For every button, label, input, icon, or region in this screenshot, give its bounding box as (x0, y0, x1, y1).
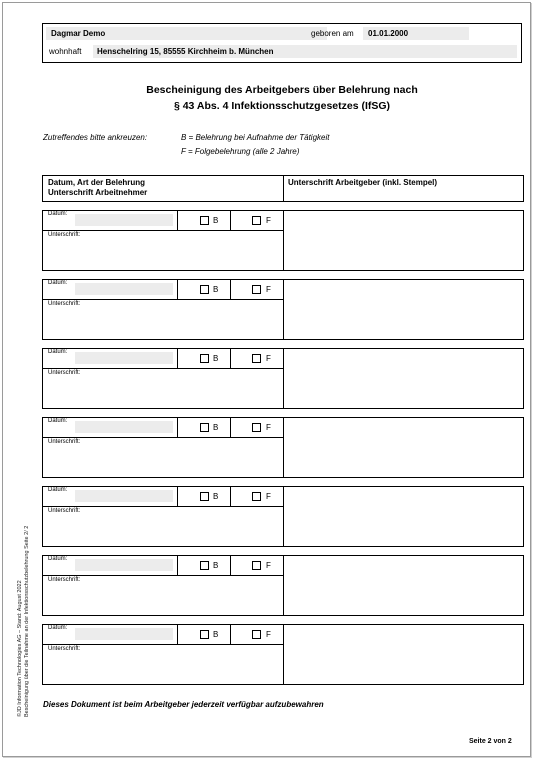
employer-signature-area[interactable] (284, 211, 523, 270)
entry-block (42, 486, 524, 547)
employer-signature-area[interactable] (284, 625, 523, 684)
instructions-label: Zutreffendes bitte ankreuzen: (43, 133, 148, 142)
entry-block (42, 555, 524, 616)
checkbox-b-label: B (213, 630, 219, 639)
checkbox-b[interactable] (200, 423, 209, 432)
date-field[interactable] (75, 490, 173, 502)
entry-block (42, 417, 524, 478)
date-label: Datum: (48, 418, 68, 424)
checkbox-b-label: B (213, 216, 219, 225)
employee-signature-area[interactable] (43, 576, 283, 615)
checkbox-b[interactable] (200, 216, 209, 225)
date-field[interactable] (75, 421, 173, 433)
entry-cell-divider (177, 211, 178, 230)
signature-label: Unterschrift: (48, 646, 81, 652)
checkbox-f-label: F (266, 561, 271, 570)
birthdate-value: 01.01.2000 (368, 29, 409, 38)
col1-header-line2: Unterschrift Arbeitnehmer (48, 188, 148, 197)
checkbox-b-label: B (213, 423, 219, 432)
checkbox-f[interactable] (252, 561, 261, 570)
date-field[interactable] (75, 283, 173, 295)
col1-header-line1: Datum, Art der Belehrung (48, 178, 146, 187)
side-imprint (17, 526, 31, 717)
signature-label: Unterschrift: (48, 232, 81, 238)
employer-signature-area[interactable] (284, 349, 523, 408)
employee-signature-area[interactable] (43, 300, 283, 339)
employer-signature-area[interactable] (284, 418, 523, 477)
entry-block (42, 348, 524, 409)
employer-signature-area[interactable] (284, 487, 523, 546)
checkbox-f-label: F (266, 216, 271, 225)
entry-block (42, 279, 524, 340)
document-title-line1: Bescheinigung des Arbeitgebers über Belehrung nach (146, 84, 418, 96)
checkbox-f-label: F (266, 492, 271, 501)
checkbox-f[interactable] (252, 285, 261, 294)
table-header (42, 175, 524, 202)
page-number: Seite 2 von 2 (469, 738, 512, 745)
entry-cell-divider (230, 625, 231, 644)
entry-cell-divider (230, 211, 231, 230)
employer-signature-area[interactable] (284, 556, 523, 615)
address-value: Henschelring 15, 85555 Kirchheim b. München (97, 47, 274, 56)
date-label: Datum: (48, 625, 68, 631)
employer-signature-area[interactable] (284, 280, 523, 339)
entry-cell-divider (177, 625, 178, 644)
signature-label: Unterschrift: (48, 508, 81, 514)
signature-label: Unterschrift: (48, 370, 81, 376)
checkbox-f-label: F (266, 354, 271, 363)
checkbox-b[interactable] (200, 561, 209, 570)
entry-cell-divider (177, 280, 178, 299)
address-label: wohnhaft (49, 47, 82, 56)
col2-header: Unterschrift Arbeitgeber (inkl. Stempel) (288, 178, 438, 187)
checkbox-b-label: B (213, 492, 219, 501)
employee-signature-area[interactable] (43, 231, 283, 270)
option-f-legend: F = Folgebelehrung (alle 2 Jahre) (181, 147, 300, 156)
date-label: Datum: (48, 556, 68, 562)
entry-block (42, 624, 524, 685)
checkbox-b-label: B (213, 561, 219, 570)
date-field[interactable] (75, 352, 173, 364)
date-field[interactable] (75, 628, 173, 640)
checkbox-b[interactable] (200, 630, 209, 639)
checkbox-f-label: F (266, 630, 271, 639)
entry-cell-divider (177, 487, 178, 506)
entry-cell-divider (177, 556, 178, 575)
checkbox-f-label: F (266, 423, 271, 432)
side-imprint-line1: ©JD Information Technologies AG – Stand: August 2022 (17, 580, 23, 717)
entry-cell-divider (230, 556, 231, 575)
checkbox-b[interactable] (200, 285, 209, 294)
date-label: Datum: (48, 349, 68, 355)
table-header-divider (283, 176, 284, 201)
signature-label: Unterschrift: (48, 301, 81, 307)
storage-note: Dieses Dokument ist beim Arbeitgeber jederzeit verfügbar aufzubewahren (43, 700, 324, 709)
born-label: geboren am (311, 29, 354, 38)
date-field[interactable] (75, 214, 173, 226)
checkbox-b[interactable] (200, 354, 209, 363)
checkbox-b-label: B (213, 354, 219, 363)
checkbox-f[interactable] (252, 216, 261, 225)
checkbox-b-label: B (213, 285, 219, 294)
header-row-address (43, 43, 521, 62)
document-title-line2: § 43 Abs. 4 Infektionsschutzgesetzes (IfSG) (173, 100, 391, 112)
side-imprint-line2: Bescheinigung über die Teilnahme an der Infektionsschutzbelehrung Seite 2/ 2 (24, 525, 30, 717)
checkbox-f[interactable] (252, 492, 261, 501)
checkbox-f[interactable] (252, 354, 261, 363)
employee-signature-area[interactable] (43, 507, 283, 546)
entry-cell-divider (230, 280, 231, 299)
employee-header (42, 23, 522, 63)
signature-label: Unterschrift: (48, 577, 81, 583)
date-label: Datum: (48, 280, 68, 286)
employee-name: Dagmar Demo (51, 29, 106, 38)
document-page (2, 2, 531, 757)
entry-cell-divider (230, 487, 231, 506)
entry-cell-divider (177, 349, 178, 368)
checkbox-f[interactable] (252, 423, 261, 432)
employee-signature-area[interactable] (43, 438, 283, 477)
header-row-name (43, 24, 521, 43)
employee-signature-area[interactable] (43, 645, 283, 684)
signature-label: Unterschrift: (48, 439, 81, 445)
entry-cell-divider (230, 418, 231, 437)
entry-block (42, 210, 524, 271)
date-field[interactable] (75, 559, 173, 571)
date-label: Datum: (48, 487, 68, 493)
entry-cell-divider (177, 418, 178, 437)
entry-cell-divider (230, 349, 231, 368)
employee-signature-area[interactable] (43, 369, 283, 408)
checkbox-b[interactable] (200, 492, 209, 501)
date-label: Datum: (48, 211, 68, 217)
option-b-legend: B = Belehrung bei Aufnahme der Tätigkeit (181, 133, 330, 142)
checkbox-f-label: F (266, 285, 271, 294)
checkbox-f[interactable] (252, 630, 261, 639)
